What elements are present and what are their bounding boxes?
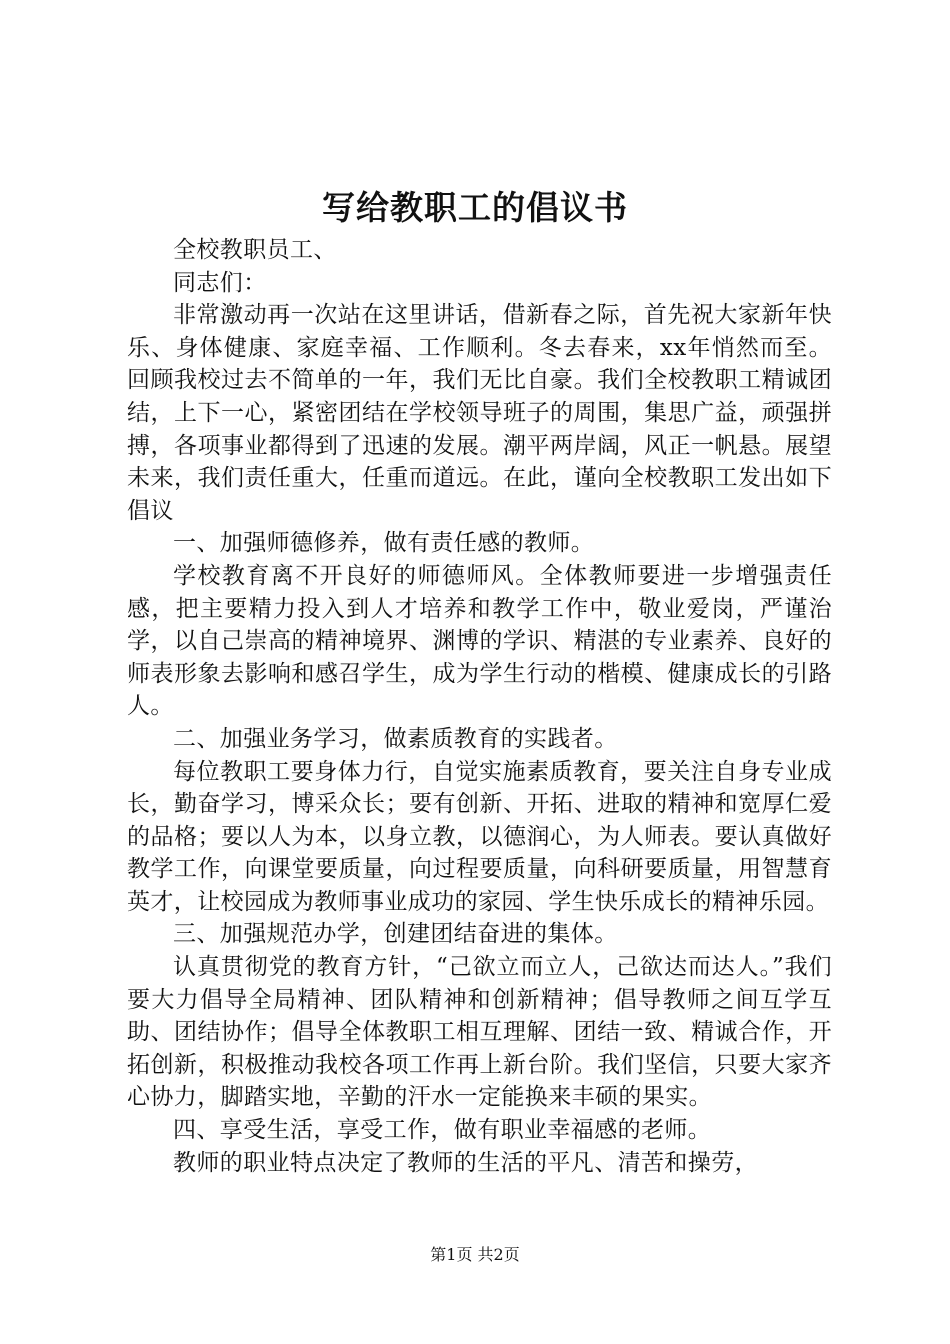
- body-paragraph: 非常激动再一次站在这里讲话，借新春之际，首先祝大家新年快乐、身体健康、家庭幸福、工作顺利。冬去春来，xx年悄然而至。回顾我校过去不简单的一年，我们无比自豪。我们全校教职工精诚团结，上下一心，紧密团结在学校领导班子的周围，集思广益，顽强拼搏，各项事业都得到了迅速的发展。潮平两岸阔，风正一帆悬。展望未来，我们责任重大，任重而道远。在此，谨向全校教职工发出如下倡议: [127, 302, 832, 524]
- body-paragraph: 每位教职工要身体力行，自觉实施素质教育，要关注自身专业成长，勤奋学习，博采众长；要有创新、开拓、进取的精神和宽厚仁爱的品格；要以人为本，以身立教，以德润心，为人师表。要认真做好教学工作，向课堂要质量，向过程要质量，向科研要质量，用智慧育英才，让校园成为教师事业成功的家园、学生快乐成长的精神乐园。: [127, 758, 832, 915]
- page-number-footer: 第1页 共2页: [430, 1245, 520, 1264]
- section-heading: 四、享受生活，享受工作，做有职业幸福感的老师。: [173, 1117, 712, 1144]
- body-paragraph: 教师的职业特点决定了教师的生活的平凡、清苦和操劳，: [173, 1149, 758, 1176]
- salutation-line: 全校教职员工、: [173, 237, 337, 263]
- document-title: 写给教职工的倡议书: [322, 188, 628, 227]
- document-body: [127, 234, 832, 1179]
- body-paragraph: 学校教育离不开良好的师德师风。全体教师要进一步增强责任感，把主要精力投入到人才培养和教学工作中，敬业爱岗，严谨治学，以自己崇高的精神境界、渊博的学识、精湛的专业素养、良好的师表形象去影响和感召学生，成为学生行动的楷模、健康成长的引路人。: [127, 562, 832, 720]
- section-heading: 三、加强规范办学，创建团结奋进的集体。: [173, 921, 618, 948]
- salutation-line: 同志们：: [173, 269, 267, 296]
- section-heading: 一、加强师德修养，做有责任感的教师。: [173, 530, 595, 557]
- section-heading: 二、加强业务学习，做素质教育的实践者。: [173, 725, 618, 752]
- body-paragraph: 认真贯彻党的教育方针，“己欲立而立人，己欲达而达人。”我们要大力倡导全局精神、团队精神和创新精神；倡导教师之间互学互助、团结协作；倡导全体教职工相互理解、团结一致、精诚合作，开拓创新，积极推动我校各项工作再上新台阶。我们坚信，只要大家齐心协力，脚踏实地，辛勤的汗水一定能换来丰硕的果实。: [127, 954, 832, 1111]
